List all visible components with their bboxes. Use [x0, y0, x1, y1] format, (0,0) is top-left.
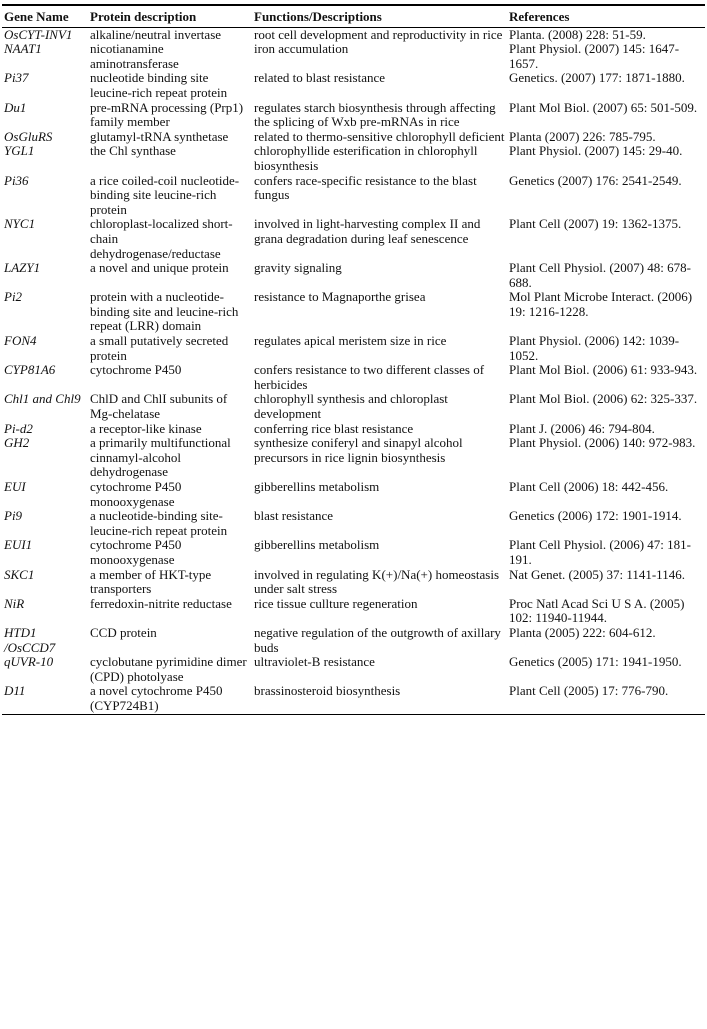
reference-cell: Genetics (2005) 171: 1941-1950. — [509, 655, 682, 670]
protein-cell: the Chl synthase — [90, 144, 176, 159]
table-row — [2, 144, 705, 173]
table-row — [2, 568, 705, 597]
protein-cell: cytochrome P450 — [90, 363, 182, 378]
table-row — [2, 684, 705, 714]
reference-cell: Plant Physiol. (2007) 145: 1647-1657. — [509, 42, 680, 71]
header-gene-name: Gene Name — [2, 5, 88, 27]
gene-cell: qUVR-10 — [4, 655, 54, 670]
gene-cell: FON4 — [4, 334, 37, 349]
table-row — [2, 363, 705, 392]
function-cell: gibberellins metabolism — [254, 480, 380, 494]
table-row — [2, 597, 705, 626]
reference-cell: Plant Cell (2007) 19: 1362-1375. — [509, 217, 682, 232]
gene-cell: HTD1 /OsCCD7 — [4, 625, 56, 655]
gene-cell: Du1 — [4, 100, 27, 115]
reference-cell: Plant Cell (2005) 17: 776-790. — [507, 684, 705, 714]
table-row — [2, 436, 705, 480]
table-row — [2, 71, 705, 100]
reference-cell: Plant Physiol. (2007) 145: 29-40. — [509, 144, 683, 159]
reference-cell: Planta. (2008) 228: 51-59. — [509, 27, 646, 42]
reference-cell: Nat Genet. (2005) 37: 1141-1146. — [509, 567, 685, 582]
function-cell: related to thermo-sensitive chlorophyll deficient — [254, 129, 505, 144]
reference-cell: Plant Cell (2006) 18: 442-456. — [509, 480, 669, 494]
protein-cell: a novel cytochrome P450 (CYP724B1) — [88, 684, 252, 714]
protein-cell: protein with a nucleotide-binding site and leucine-rich repeat (LRR) domain — [90, 290, 239, 334]
table-body — [2, 27, 705, 714]
protein-cell: cyclobutane pyrimidine dimer (CPD) photolyase — [90, 655, 247, 684]
reference-cell: Mol Plant Microbe Interact. (2006) 19: 1216-1228. — [509, 290, 693, 319]
reference-cell: Plant Mol Biol. (2006) 62: 325-337. — [509, 392, 698, 407]
function-cell: blast resistance — [254, 509, 334, 524]
gene-cell: YGL1 — [4, 144, 35, 159]
protein-cell: a receptor-like kinase — [90, 421, 202, 436]
gene-cell: Pi36 — [4, 173, 29, 188]
protein-cell: ChlD and ChlI subunits of Mg-chelatase — [90, 392, 228, 422]
function-cell: negative regulation of the outgrowth of axillary buds — [254, 625, 501, 655]
gene-cell: CYP81A6 — [4, 363, 56, 378]
gene-cell: EUI1 — [4, 538, 33, 553]
table-row — [2, 422, 705, 437]
function-cell: gravity signaling — [254, 261, 342, 276]
function-cell: iron accumulation — [254, 42, 349, 57]
gene-cell: Pi-d2 — [4, 421, 33, 436]
gene-cell: Pi37 — [4, 71, 29, 86]
function-cell: root cell development and reproductivity in rice — [254, 27, 503, 42]
header-references: References — [507, 5, 705, 27]
table-row — [2, 392, 705, 421]
gene-table — [2, 4, 705, 715]
function-cell: gibberellins metabolism — [254, 538, 380, 553]
function-cell: confers race-specific resistance to the blast fungus — [254, 173, 477, 203]
gene-cell: OsGluRS — [4, 129, 53, 144]
table-row — [2, 480, 705, 509]
gene-cell: NAAT1 — [4, 42, 42, 57]
table-row — [2, 174, 705, 218]
protein-cell: a novel and unique protein — [90, 261, 229, 276]
gene-cell: NYC1 — [4, 217, 36, 232]
protein-cell: cytochrome P450 monooxygenase — [90, 538, 182, 567]
gene-cell: EUI — [4, 480, 26, 494]
protein-cell: chloroplast-localized short-chain dehydrogenase/reductase — [90, 217, 233, 261]
reference-cell: Planta (2007) 226: 785-795. — [509, 129, 656, 144]
table-row — [2, 538, 705, 567]
function-cell: chlorophyll synthesis and chloroplast development — [254, 392, 448, 422]
function-cell: involved in regulating K(+)/Na(+) homeostasis under salt stress — [254, 567, 500, 597]
reference-cell: Plant Physiol. (2006) 142: 1039-1052. — [509, 334, 680, 363]
reference-cell: Plant Physiol. (2006) 140: 972-983. — [509, 436, 696, 451]
protein-cell: nicotianamine aminotransferase — [90, 42, 179, 71]
function-cell: rice tissue cullture regeneration — [254, 596, 418, 611]
gene-cell: OsCYT-INV1 — [4, 27, 73, 42]
protein-cell: a primarily multifunctional cinnamyl-alcohol dehydrogenase — [90, 436, 231, 480]
reference-cell: Genetics. (2007) 177: 1871-1880. — [509, 71, 685, 86]
table-row — [2, 27, 705, 42]
reference-cell: Genetics (2007) 176: 2541-2549. — [509, 173, 682, 188]
table-row — [2, 509, 705, 538]
protein-cell: pre-mRNA processing (Prp1) family member — [90, 100, 244, 130]
gene-cell: GH2 — [4, 436, 30, 451]
header-protein-description: Protein description — [88, 5, 252, 27]
protein-cell: CCD protein — [90, 625, 157, 640]
table-row — [2, 334, 705, 363]
reference-cell: Plant Cell Physiol. (2007) 48: 678-688. — [509, 261, 691, 290]
protein-cell: nucleotide binding site leucine-rich repeat protein — [90, 71, 228, 100]
table-row — [2, 42, 705, 71]
gene-cell: LAZY1 — [4, 261, 41, 276]
reference-cell: Plant J. (2006) 46: 794-804. — [509, 421, 655, 436]
function-cell: resistance to Magnaporthe grisea — [254, 290, 426, 305]
protein-cell: glutamyl-tRNA synthetase — [90, 129, 229, 144]
table-row — [2, 626, 705, 655]
reference-cell: Plant Mol Biol. (2007) 65: 501-509. — [509, 100, 698, 115]
reference-cell: Plant Cell Physiol. (2006) 47: 181-191. — [509, 538, 691, 567]
function-cell: synthesize coniferyl and sinapyl alcohol precursors in rice lignin biosynthesis — [254, 436, 463, 465]
reference-cell: Genetics (2006) 172: 1901-1914. — [509, 509, 682, 524]
gene-cell: D11 — [2, 684, 88, 714]
function-cell: conferring rice blast resistance — [254, 421, 414, 436]
function-cell: ultraviolet-B resistance — [254, 655, 375, 670]
gene-cell: Chl1 and Chl9 — [4, 392, 81, 407]
table-row — [2, 130, 705, 145]
reference-cell: Plant Mol Biol. (2006) 61: 933-943. — [509, 363, 698, 378]
protein-cell: a small putatively secreted protein — [90, 334, 229, 363]
protein-cell: ferredoxin-nitrite reductase — [90, 596, 232, 611]
protein-cell: a rice coiled-coil nucleotide-binding site leucine-rich protein — [90, 173, 240, 217]
table-row — [2, 261, 705, 290]
gene-cell: Pi2 — [4, 290, 23, 305]
reference-cell: Proc Natl Acad Sci U S A. (2005) 102: 11940-11944. — [509, 596, 685, 626]
protein-cell: a nucleotide-binding site-leucine-rich repeat protein — [90, 509, 228, 538]
gene-cell: Pi9 — [4, 509, 23, 524]
function-cell: related to blast resistance — [254, 71, 386, 86]
protein-cell: alkaline/neutral invertase — [90, 27, 222, 42]
function-cell: regulates starch biosynthesis through affecting the splicing of Wxb pre-mRNAs in rice — [254, 100, 496, 130]
function-cell: confers resistance to two different classes of herbicides — [254, 363, 485, 392]
header-functions: Functions/Descriptions — [252, 5, 507, 27]
table-row — [2, 655, 705, 684]
protein-cell: a member of HKT-type transporters — [90, 567, 212, 597]
protein-cell: cytochrome P450 monooxygenase — [90, 480, 182, 509]
table-row — [2, 290, 705, 334]
header-row — [2, 5, 705, 27]
gene-cell: NiR — [4, 596, 25, 611]
function-cell: chlorophyllide esterification in chlorophyll biosynthesis — [254, 144, 478, 173]
gene-cell: SKC1 — [4, 567, 35, 582]
function-cell: brassinosteroid biosynthesis — [252, 684, 507, 714]
reference-cell: Planta (2005) 222: 604-612. — [509, 625, 656, 640]
function-cell: regulates apical meristem size in rice — [254, 334, 447, 349]
function-cell: involved in light-harvesting complex II and grana degradation during leaf senescence — [254, 217, 481, 246]
table-row — [2, 101, 705, 130]
table-row — [2, 217, 705, 261]
